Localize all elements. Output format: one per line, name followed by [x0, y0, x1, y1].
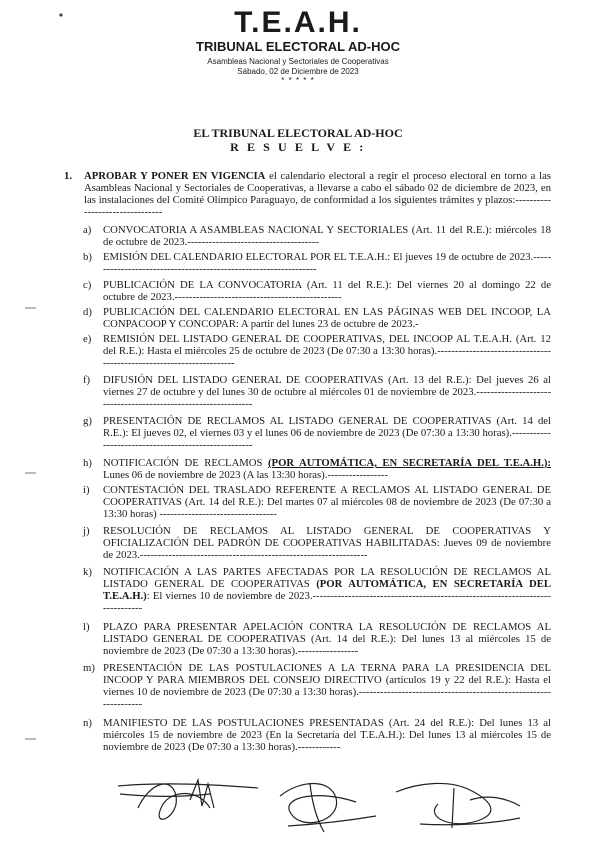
item-text: PRESENTACIÓN DE RECLAMOS AL LISTADO GENERAL DE COOPERATIVAS (Art. 14 del R.E.): El jueves 02, el viernes 03 y el lunes 06 de noviembre de 2023 (De 07:30 a 13:30 horas).----------------------------------------------------- [103, 415, 551, 452]
article-1 [64, 170, 551, 219]
list-item-b [83, 251, 551, 276]
item-text: PLAZO PARA PRESENTAR APELACIÓN CONTRA LA RESOLUCIÓN DE RECLAMOS AL LISTADO GENERAL DE COOPERATIVAS (Art. 14 del R.E.): Del lunes 13 al miércoles 15 de noviembre de 2023 (De 07:30 a 13:30 horas).----------------- [103, 621, 551, 658]
item-text: EMISIÓN DEL CALENDARIO ELECTORAL POR EL T.E.A.H.: El jueves 19 de octubre de 2023.----------------------------------------------------------------- [103, 251, 551, 276]
header-date: Sábado, 02 de Diciembre de 2023 [237, 67, 359, 76]
header-stars: * * * * * [281, 76, 315, 85]
header-title: T.E.A.H. [234, 6, 362, 39]
item-letter: e) [83, 333, 92, 345]
item-text [103, 457, 551, 481]
item-text: MANIFIESTO DE LAS POSTULACIONES PRESENTADAS (Art. 24 del R.E.): Del lunes 13 al miércoles 15 de noviembre de 2023 (En la Secretaría del T.E.A.H.): Del lunes 13 al miércoles 15 de noviembre de 2023 (De 07:30 a 13:30 horas).------------ [103, 717, 551, 754]
item-letter: c) [83, 279, 92, 291]
header-assemblies: Asambleas Nacional y Sectoriales de Cooperativas [207, 57, 389, 66]
item-text: PUBLICACIÓN DE LA CONVOCATORIA (Art. 11 del R.E.): Del viernes 20 al domingo 22 de octubre de 2023.----------------------------------------------- [103, 279, 551, 304]
list-item-d [83, 306, 551, 331]
list-item-m [83, 662, 551, 711]
item-text: PRESENTACIÓN DE LAS POSTULACIONES A LA TERNA PARA LA PRESIDENCIA DEL INCOOP Y PARA MIEMBROS DEL CONSEJO DIRECTIVO (artículos 19 y 22 del R.E.): Hasta el viernes 10 de noviembre de 2023 (De 07:30 a 13:30 horas).----------------------------------------------------------------- [103, 662, 551, 711]
item-text: CONTESTACIÓN DEL TRASLADO REFERENTE A RECLAMOS AL LISTADO GENERAL DE COOPERATIVAS (Art. 14 del R.E.): Del martes 07 al miércoles 08 de noviembre de 2023 (De 07:30 a 13:30 horas) --------------------------------- [103, 484, 551, 521]
article-number: 1. [64, 170, 73, 182]
scan-dash-mark [24, 305, 38, 311]
header-subtitle: TRIBUNAL ELECTORAL AD-HOC [196, 39, 400, 54]
item-letter: b) [83, 251, 92, 263]
list-item-e [83, 333, 551, 370]
resolution-heading: EL TRIBUNAL ELECTORAL AD-HOC [193, 126, 403, 140]
item-letter: j) [83, 525, 90, 537]
item-text: REMISIÓN DEL LISTADO GENERAL DE COOPERATIVAS, DEL INCOOP AL T.E.A.H. (Art. 12 del R.E.): Hasta el miércoles 25 de octubre de 2023 (De 07:30 a 13:30 horas).--------------------------------------------------------------------- [103, 333, 551, 370]
list-item-l [83, 621, 551, 658]
item-letter: k) [83, 566, 92, 578]
signature-center [280, 784, 376, 833]
signature-right [396, 783, 520, 828]
item-text: DIFUSIÓN DEL LISTADO GENERAL DE COOPERATIVAS (Art. 13 del R.E.): Del jueves 26 al viernes 27 de octubre y del lunes 30 de octubre al miércoles 01 de noviembre de 2023.--------------------------------------------------------------- [103, 374, 551, 411]
list-item-j [83, 525, 551, 562]
item-letter: f) [83, 374, 91, 386]
list-item-i [83, 484, 551, 521]
item-text-part: Lunes 06 de noviembre de 2023 (A las 13:30 horas).----------------- [103, 469, 388, 482]
item-letter: l) [83, 621, 90, 633]
item-text-part: NOTIFICACIÓN DE RECLAMOS [103, 457, 268, 469]
item-text-emphasis: (POR AUTOMÁTICA, EN SECRETARÍA DEL T.E.A.H.): [267, 457, 551, 469]
item-text-part: NOTIFICACIÓN A LAS PARTES AFECTADAS POR LA RESOLUCIÓN DE RECLAMOS AL LISTADO GENERAL DE COOPERATIVAS [103, 566, 551, 591]
item-text: RESOLUCIÓN DE RECLAMOS AL LISTADO GENERAL DE COOPERATIVAS Y OFICIALIZACIÓN DEL PADRÓN DE COOPERATIVAS HABILITADAS: Jueves 09 de noviembre de 2023.---------------------------------------------------------------- [103, 525, 551, 562]
item-text-emphasis: (POR AUTOMÁTICA, EN SECRETARÍA DEL T.E.A.H.) [103, 578, 551, 603]
list-item-g [83, 415, 551, 452]
item-letter: g) [83, 415, 92, 427]
scan-dot-mark [58, 12, 64, 18]
list-item-h [83, 457, 551, 482]
item-letter: h) [83, 457, 92, 469]
list-item-n [83, 717, 551, 754]
item-letter: d) [83, 306, 92, 318]
article-text [84, 170, 551, 218]
resolution-resuelve: R E S U E L V E : [230, 140, 366, 154]
item-text-part: : El viernes 10 de noviembre de 2023.------------------------------------------------------------------------------ [103, 590, 551, 615]
item-letter: a) [83, 224, 92, 236]
list-item-a [83, 224, 551, 249]
signature-left [118, 780, 258, 819]
signatures-area [0, 778, 596, 842]
scan-dash-mark [24, 736, 38, 742]
item-text: CONVOCATORIA A ASAMBLEAS NACIONAL Y SECTORIALES (Art. 11 del R.E.): miércoles 18 de octubre de 2023.------------------------------------- [103, 224, 551, 249]
list-item-k [83, 566, 551, 615]
item-letter: n) [83, 717, 92, 729]
scan-dash-mark [24, 470, 38, 476]
list-item-c [83, 279, 551, 304]
item-letter: i) [83, 484, 90, 496]
article-lead-text: el calendario electoral a regir el proceso electoral en torno a las Asambleas Nacional y Sectoriales de Cooperativas, a llevarse a cabo el sábado 02 de diciembre de 2023, en las instalaciones del Comité Olímpico Paraguayo, de conformidad a los siguientes trámites y plazos:-------------------------------- [84, 170, 551, 219]
item-letter: m) [83, 662, 95, 674]
list-item-f [83, 374, 551, 411]
article-lead-bold: APROBAR Y PONER EN VIGENCIA [84, 170, 266, 182]
item-text [103, 566, 551, 614]
item-text: PUBLICACIÓN DEL CALENDARIO ELECTORAL EN LAS PÁGINAS WEB DEL INCOOP, LA CONPACOOP Y CONCOPAR: A partir del lunes 23 de octubre de 2023.- [103, 306, 551, 331]
